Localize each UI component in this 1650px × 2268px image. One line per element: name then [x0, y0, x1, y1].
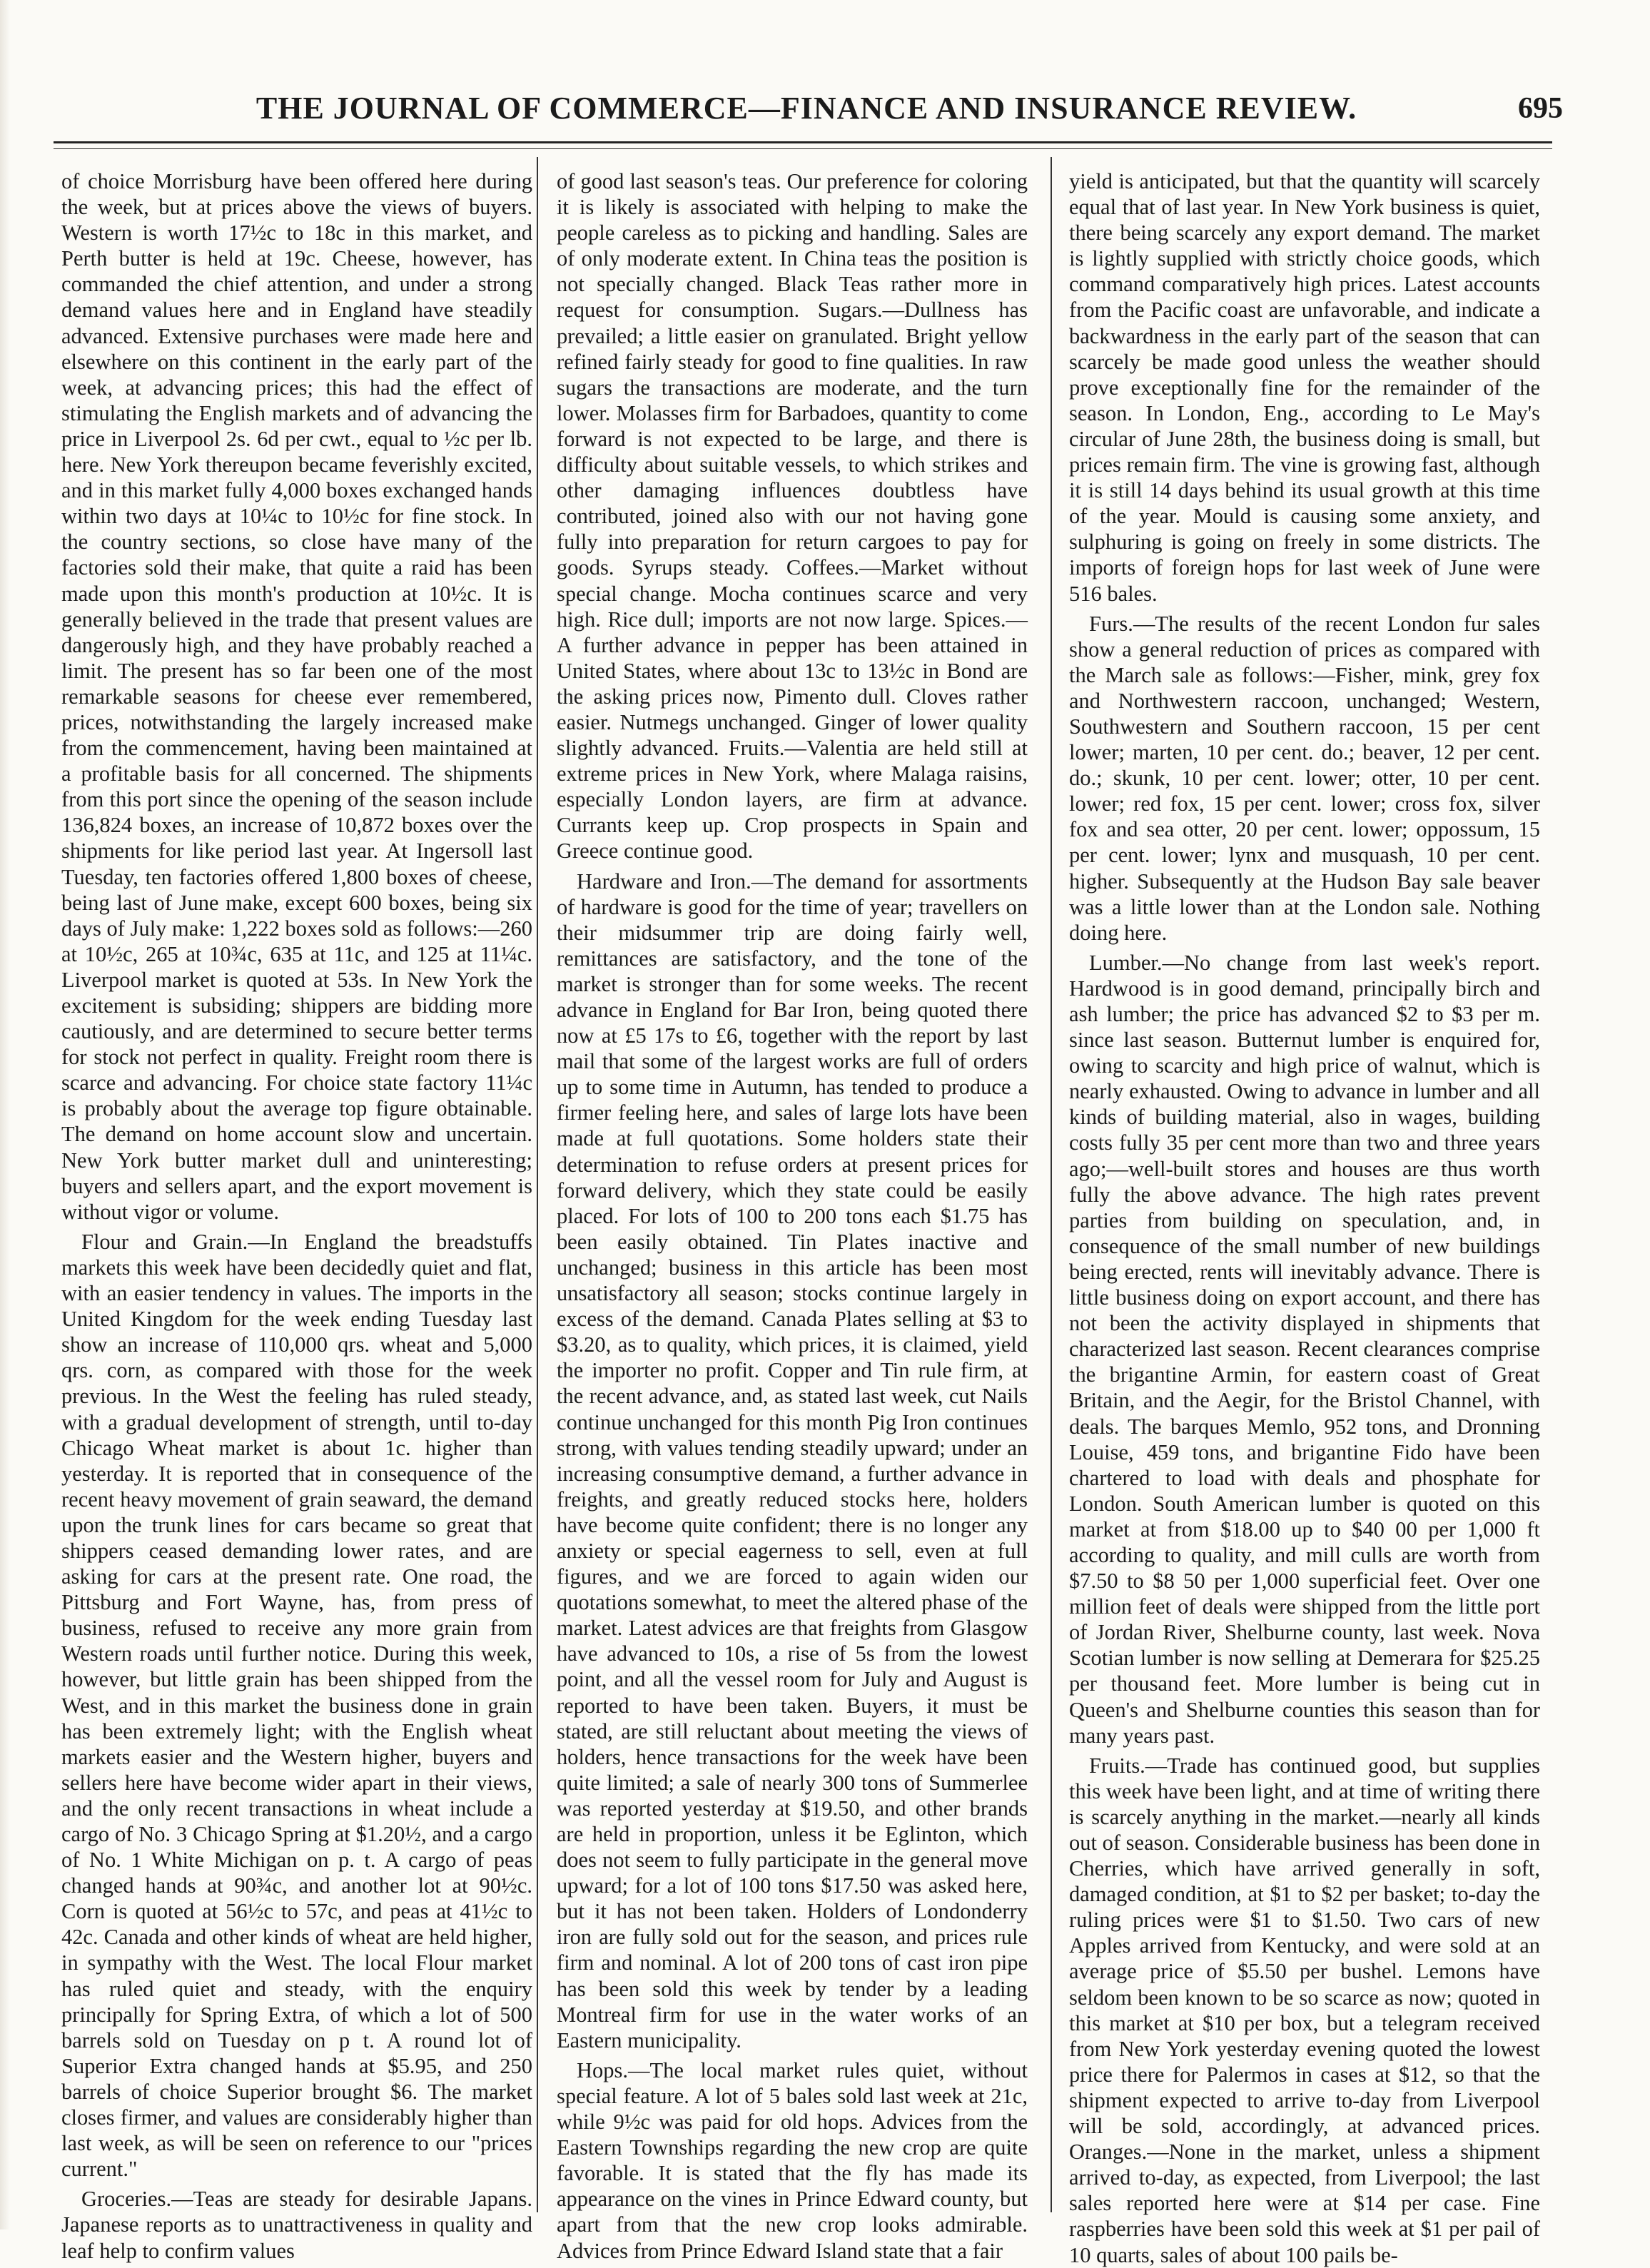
running-title: THE JOURNAL OF COMMERCE—FINANCE AND INSURANCE REVIEW.	[255, 91, 1357, 126]
column-divider	[1051, 157, 1052, 2212]
header-rule-thin	[54, 148, 1552, 149]
paragraph: of choice Morrisburg have been offered here during the week, but at prices above the views of buyers. Western is worth 17½c to 18c in this market, and Perth butter is held at 19c. Cheese, however, has commanded the chief attention, and under a strong demand values here and in England have steadily advanced. Extensive purchases were made here and elsewhere on this continent in the early part of the week, at advancing prices; this had the effect of stimulating the English markets and of advancing the price in Liverpool 2s. 6d per cwt., equal to ½c per lb. here. New York thereupon became feverishly excited, and in this market fully 4,000 boxes exchanged hands within two days at 10¼c to 10½c for fine stock. In the country sections, so close have many of the factories sold their make, that quite a raid has been made upon this month's production at 10½c. It is generally believed in the trade that present values are dangerously high, and they have probably reached a limit. The present has so far been one of the most remarkable seasons for cheese ever remembered, prices, notwithstanding the largely increased make from the commencement, having been maintained at a profitable basis for all concerned. The shipments from this port since the opening of the season include 136,824 boxes, an increase of 10,872 boxes over the shipments for like period last year. At Ingersoll last Tuesday, ten factories offered 1,800 boxes of cheese, being last of June make, except 600 boxes, being six days of July make: 1,222 boxes sold as follows:—260 at 10½c, 265 at 10¾c, 635 at 11c, and 125 at 11¼c. Liverpool market is quoted at 53s. In New York the excitement is subsiding; shippers are bidding more cautiously, and are determined to secure better terms for stock not perfect in quality. Freight room there is scarce and advancing. For choice state factory 11¼c is probably about the average top figure obtainable. The demand on home account slow and uncertain. New York butter market dull and uninteresting; buyers and sellers apart, and the export movement is without vigor or volume.	[61, 169, 532, 1224]
text-column-2	[557, 168, 1028, 2263]
header-rule-thick	[54, 141, 1552, 143]
paragraph: Furs.—The results of the recent London fur sales show a general reduction of prices as compared with the March sale as follows:—Fisher, mink, grey fox and Northwestern raccoon, unchanged; Western, Southwestern and Southern raccoon, 15 per cent lower; marten, 10 per cent. do.; beaver, 12 per cent. do.; skunk, 10 per cent. lower; otter, 10 per cent. lower; red fox, 15 per cent. lower; cross fox, silver fox and sea otter, 20 per cent. lower; oppossum, 15 per cent. lower; lynx and musquash, 10 per cent. higher. Subsequently at the Hudson Bay sale beaver was a little lower than at the London sale. Nothing doing here.	[1069, 611, 1540, 945]
paragraph: yield is anticipated, but that the quantity will scarcely equal that of last year. In New York business is quiet, there being scarcely any export demand. The market is lightly supplied with strictly choice goods, which command comparatively high prices. Latest accounts from the Pacific coast are unfavorable, and indicate a backwardness in the early part of the season that can scarcely be made good unless the weather should prove exceptionally fine for the remainder of the season. In London, Eng., according to Le May's circular of June 28th, the business doing is small, but prices remain firm. The vine is growing fast, although it is still 14 days behind its usual growth at this time of the year. Mould is causing some anxiety, and sulphuring is going on freely in some districts. The imports of foreign hops for last week of June were 516 bales.	[1069, 169, 1540, 606]
paragraph: Lumber.—No change from last week's report. Hardwood is in good demand, principally birch and ash lumber; the price has advanced $2 to $3 per m. since last season. Butternut lumber is enquired for, owing to scarcity and high price of walnut, which is nearly exhausted. Owing to advance in lumber and all kinds of building material, also in wages, building costs fully 35 per cent more than two and three years ago;—well-built stores and houses are thus worth fully the above advance. The high rates prevent parties from building on speculation, and, in consequence of the small number of new buildings being erected, rents will inevitably advance. There is little business doing on export account, and there has not been the activity displayed in shipments that characterized last season. Recent clearances comprise the brigantine Armin, for eastern coast of Great Britain, and the Aegir, for the Bristol Channel, with deals. The barques Memlo, 952 tons, and Dronning Louise, 459 tons, and brigantine Fido have been chartered to load with deals and phosphate for London. South American lumber is quoted on this market at from $18.00 up to $40 00 per 1,000 ft according to quality, and mill culls are worth from $7.50 to $8 50 per 1,000 superficial feet. Over one million feet of deals were shipped from the little port of Jordan River, Shelburne county, last week. Nova Scotian lumber is now selling at Demerara for $25.25 per thousand feet. More lumber is being cut in Queen's and Shelburne counties this season than for many years past.	[1069, 950, 1540, 1748]
page-header	[50, 90, 1563, 136]
paragraph: Hardware and Iron.—The demand for assortments of hardware is good for the time of year; travellers on their midsummer trip are doing fairly well, remittances are satisfactory, and the tone of the market is stronger than for some weeks. The recent advance in England for Bar Iron, being quoted there now at £5 17s to £6, together with the report by last mail that some of the largest works are full of orders up to some time in Autumn, has tended to produce a firmer feeling here, and sales of large lots have been made at full quotations. Some holders state their determination to refuse orders at present prices for forward delivery, which they state could be easily placed. For lots of 100 to 200 tons each $1.75 has been easily obtained. Tin Plates inactive and unchanged; business in this article has been most unsatisfactory all season; stocks continue largely in excess of the demand. Canada Plates selling at $3 to $3.20, as to quality, which prices, it is claimed, yield the importer no profit. Copper and Tin rule firm, at the recent advance, and, as stated last week, cut Nails continue unchanged for this month Pig Iron continues strong, with values tending steadily upward; under an increasing consumptive demand, a further advance in freights, and greatly reduced stocks here, holders have become quite confident; there is no longer any anxiety or special eagerness to sell, even at full figures, and we are forced to again widen our quotations somewhat, to meet the altered phase of the market. Latest advices are that freights from Glasgow have advanced to 10s, a rise of 5s from the lowest point, and all the vessel room for July and August is reported to have been taken. Buyers, it must be stated, are still reluctant about meeting the views of holders, hence transactions for the week have been quite limited; a sale of nearly 300 tons of Summerlee was reported yesterday at $19.50, and other brands are held in proportion, unless it be Eglinton, which does not seem to fully participate in the general move upward; for a lot of 100 tons $17.50 was asked here, but it has not been taken. Holders of Londonderry iron are fully sold out for the season, and prices rule firm and nominal. A lot of 200 tons of cast iron pipe has been sold this week by tender by a leading Montreal firm for use in the water works of an Eastern municipality.	[557, 869, 1028, 2052]
paragraph: Flour and Grain.—In England the breadstuffs markets this week have been decidedly quiet and flat, with an easier tendency in values. The imports in the United Kingdom for the week ending Tuesday last show an increase of 110,000 qrs. wheat and 5,000 qrs. corn, as compared with those for the week previous. In the West the feeling has ruled steady, with a gradual development of strength, until to-day Chicago Wheat market is about 1c. higher than yesterday. It is reported that in consequence of the recent heavy movement of grain seaward, the demand upon the trunk lines for cars became so great that shippers ceased demanding lower rates, and are asking for cars at the present rate. One road, the Pittsburg and Fort Wayne, has, from press of business, refused to receive any more grain from Western roads until further notice. During this week, however, but little grain has been shipped from the West, and in this market the business done in grain has been extremely light; with the English wheat markets easier and the Western higher, buyers and sellers here have become wider apart in their views, and the only recent transactions in wheat include a cargo of No. 3 Chicago Spring at $1.20½, and a cargo of No. 1 White Michigan on p. t. A cargo of peas changed hands at 90¾c, and another lot at 90½c. Corn is quoted at 56½c to 57c, and peas at 41½c to 42c. Canada and other kinds of wheat are held higher, in sympathy with the West. The local Flour market has ruled quiet and steady, with the enquiry principally for Spring Extra, of which a lot of 500 barrels sold on Tuesday on p t. A round lot of Superior Extra changed hands at $5.95, and 250 barrels of choice Superior brought $6. The market closes firmer, and values are considerably higher than last week, as will be seen on reference to our "prices current."	[61, 1229, 532, 2182]
paragraph: Hops.—The local market rules quiet, without special feature. A lot of 5 bales sold last week at 21c, while 9½c was paid for old hops. Advices from the Eastern Townships regarding the new crop are quite favorable. It is stated that the fly has made its appearance on the vines in Prince Edward county, but apart from that the new crop looks admirable. Advices from Prince Edward Island state that a fair	[557, 2057, 1028, 2263]
page-edge-shadow	[0, 0, 10, 2229]
paragraph: Groceries.—Teas are steady for desirable Japans. Japanese reports as to unattractiveness in quality and leaf help to confirm values	[61, 2187, 532, 2263]
text-column-3	[1069, 168, 1540, 2267]
page-number: 695	[1518, 92, 1563, 125]
column-divider	[537, 157, 538, 2212]
text-column-1	[61, 168, 532, 2263]
paragraph: Fruits.—Trade has continued good, but supplies this week have been light, and at time of writing there is scarcely anything in the market.—nearly all kinds out of season. Considerable business has been done in Cherries, which have arrived generally in soft, damaged condition, at $1 to $2 per basket; to-day the ruling prices were $1 to $1.50. Two cars of new Apples arrived from Kentucky, and were sold at an average price of $5.50 per bushel. Lemons have seldom been known to be so scarce as now; quoted in this market at $10 per box, but a telegram received from New York yesterday evening quoted the lowest price there for Palermos in cases at $12, so that the shipment expected to arrive to-day from Liverpool will be sold, accordingly, at advanced prices. Oranges.—None in the market, unless a shipment arrived to-day, as expected, from Liverpool; the last sales reported here were at $14 per case. Fine raspberries have been sold this week at $1 per pail of 10 quarts, sales of about 100 pails be-	[1069, 1753, 1540, 2267]
paragraph: of good last season's teas. Our preference for coloring it is likely is associated with helping to make the people careless as to picking and handling. Sales are of only moderate extent. In China teas the position is not specially changed. Black Teas rather more in request for consumption. Sugars.—Dullness has prevailed; a little easier on granulated. Bright yellow refined fairly steady for good to fine qualities. In raw sugars the transactions are moderate, and the turn lower. Molasses firm for Barbadoes, quantity to come forward is not expected to be large, and there is difficulty about suitable vessels, to which strikes and other damaging influences doubtless have contributed, joined also with our not having gone fully into preparation for return cargoes to pay for goods. Syrups steady. Coffees.—Market without special change. Mocha continues scarce and very high. Rice dull; imports are not now large. Spices.—A further advance in pepper has been attained in United States, where about 13c to 13½c in Bond are the asking prices now, Pimento dull. Cloves rather easier. Nutmegs unchanged. Ginger of lower quality slightly advanced. Fruits.—Valentia are held still at extreme prices in New York, where Malaga raisins, especially London layers, are firm at advance. Currants keep up. Crop prospects in Spain and Greece continue good.	[557, 169, 1028, 864]
